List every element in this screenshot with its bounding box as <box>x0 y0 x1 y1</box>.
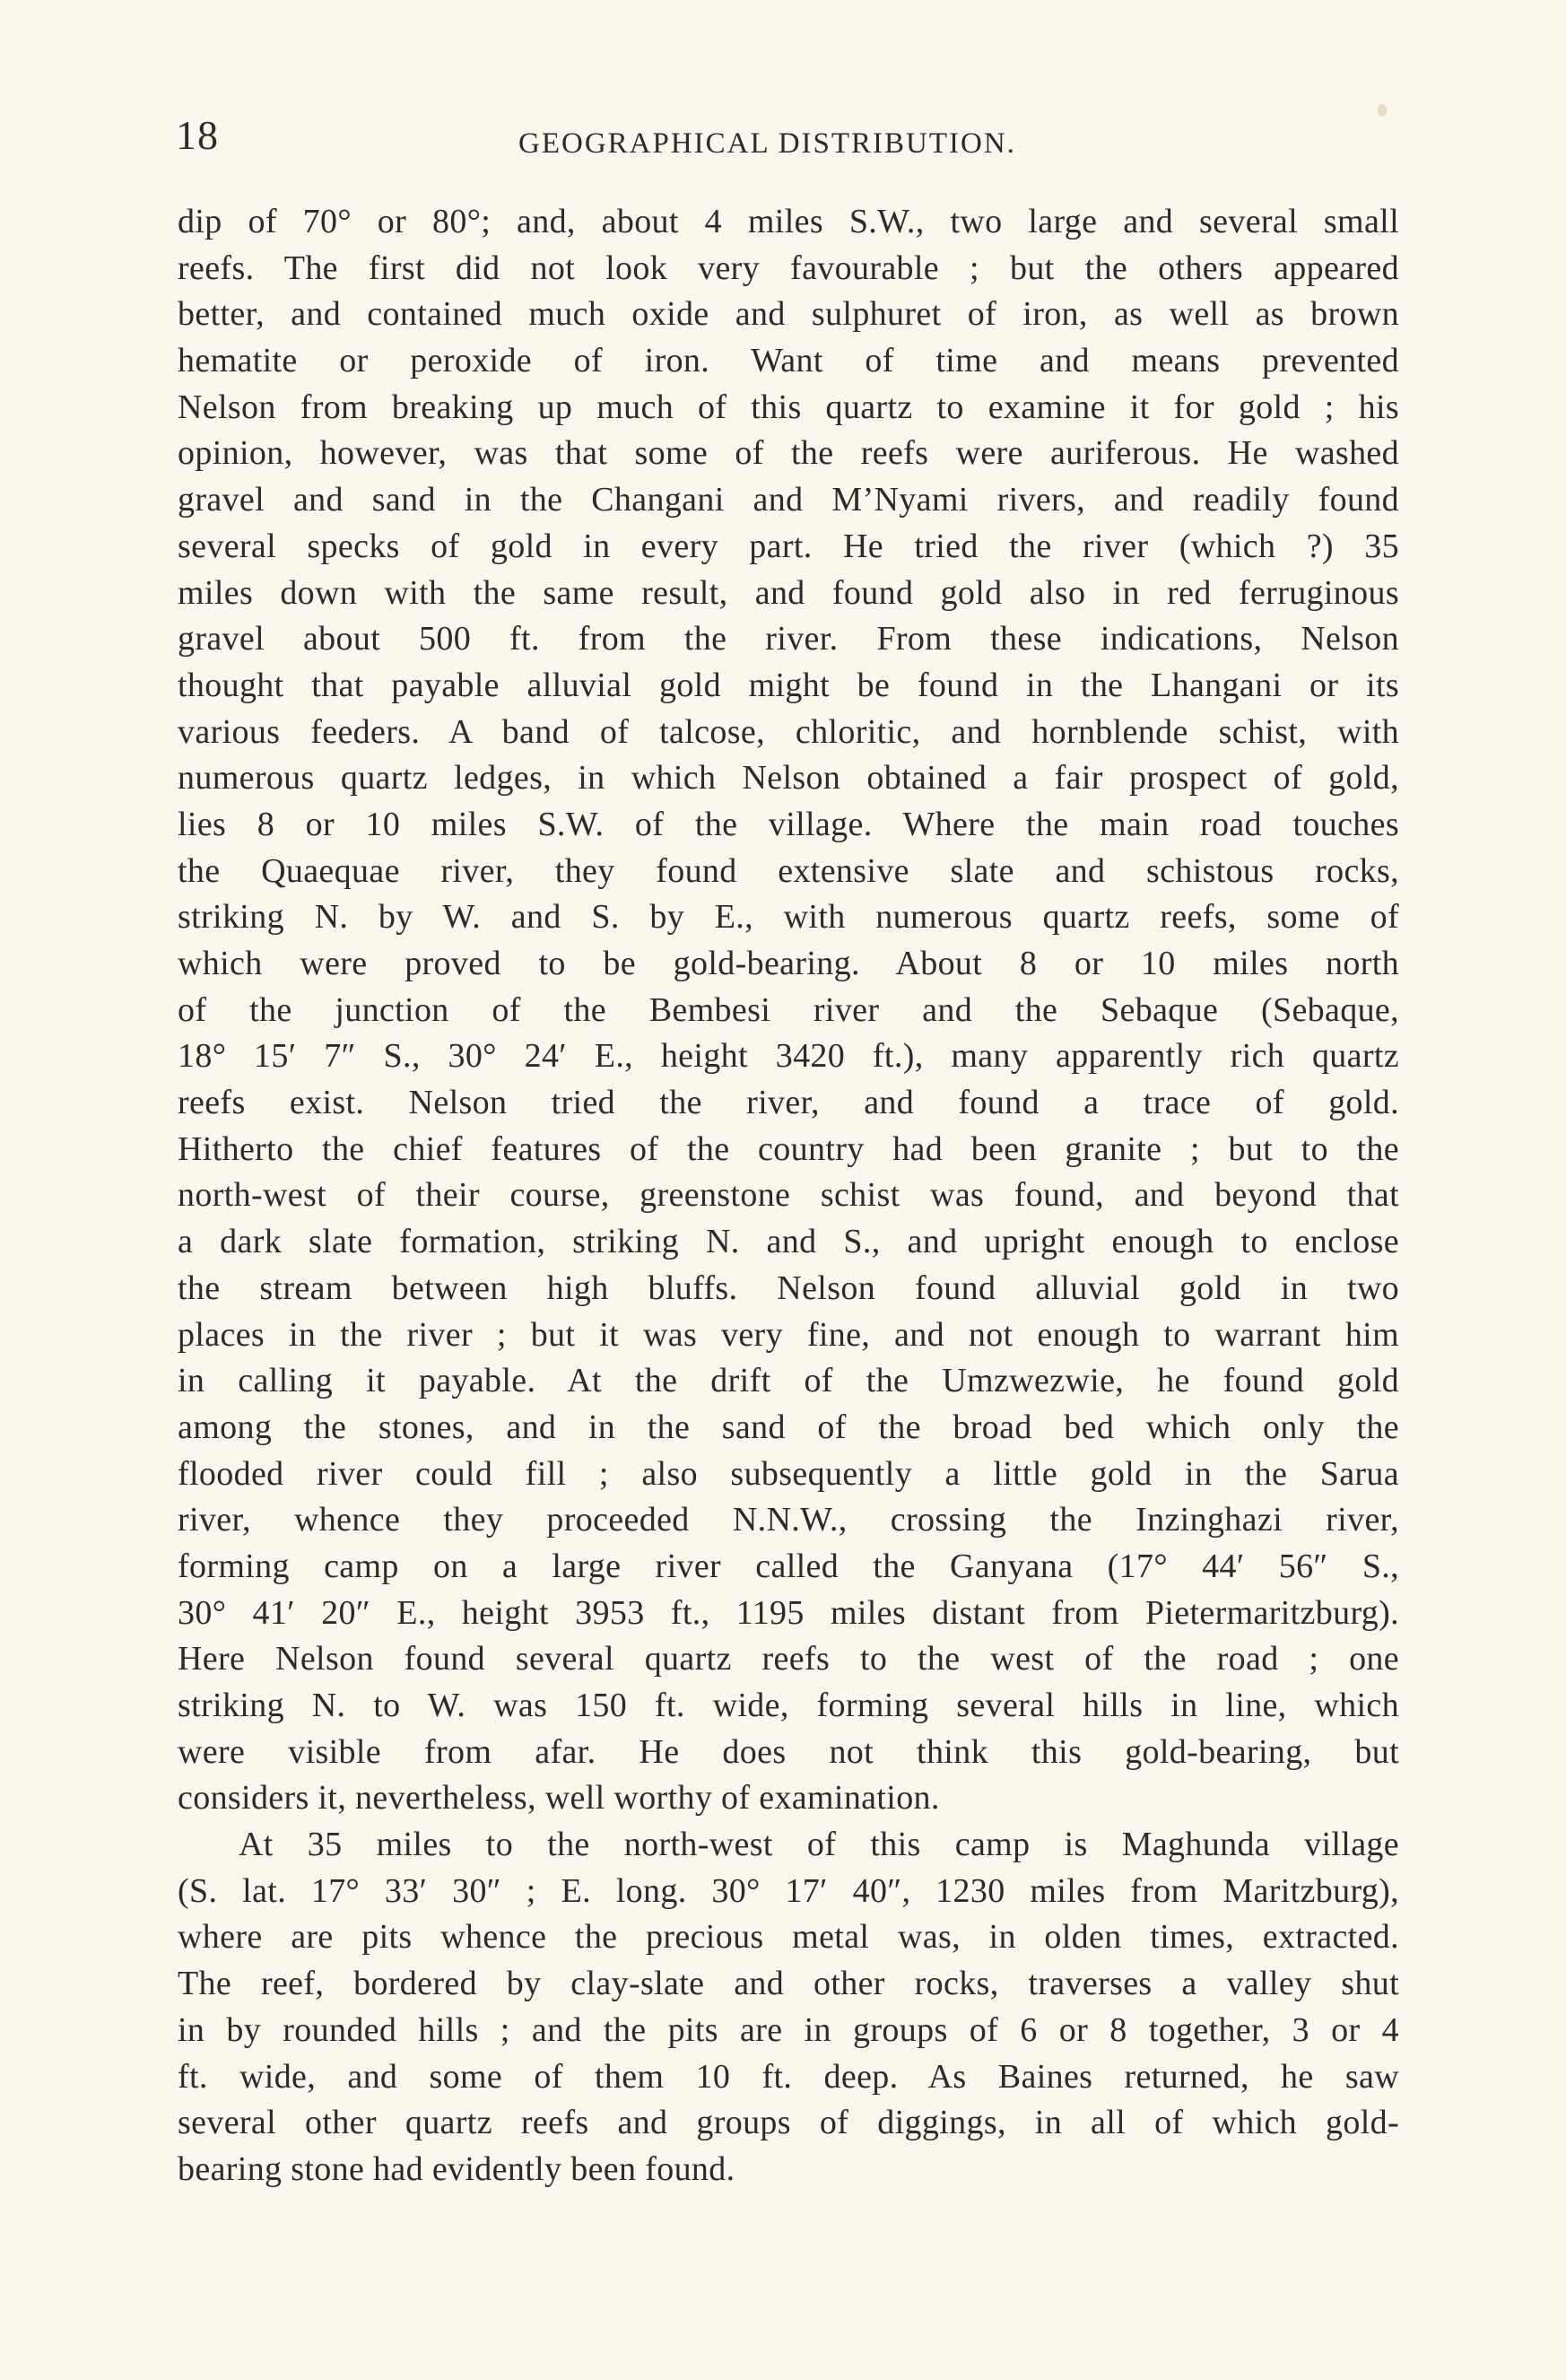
text-line: gravel about 500 ft. from the river. From these indications, Nelson <box>178 620 1399 658</box>
text-line: The reef, bordered by clay-slate and other rocks, traverses a valley shut <box>178 1965 1399 2003</box>
text-line: Hitherto the chief features of the country had been granite ; but to the <box>178 1129 1399 1168</box>
text-line: in by rounded hills ; and the pits are in groups of 6 or 8 together, 3 or 4 <box>178 2010 1399 2049</box>
text-line: were visible from afar. He does not think this gold-bearing, but <box>178 1732 1399 1771</box>
text-line: hematite or peroxide of iron. Want of time and means prevented <box>178 342 1399 380</box>
text-line: considers it, nevertheless, well worthy of examination. <box>178 1779 940 1818</box>
text-line: in calling it payable. At the drift of the Umzwezwie, he found gold <box>178 1362 1399 1400</box>
text-line: of the junction of the Bembesi river and the Sebaque (Sebaque, <box>178 990 1399 1029</box>
text-line: Here Nelson found several quartz reefs to the west of the road ; one <box>178 1640 1399 1678</box>
text-line: river, whence they proceeded N.N.W., crossing the Inzinghazi river, <box>178 1501 1399 1539</box>
text-line: 30° 41′ 20″ E., height 3953 ft., 1195 miles distant from Pietermaritzburg). <box>178 1593 1399 1632</box>
text-line: better, and contained much oxide and sulphuret of iron, as well as brown <box>178 295 1399 334</box>
text-line: various feeders. A band of talcose, chloritic, and hornblende schist, with <box>178 712 1399 751</box>
text-line: lies 8 or 10 miles S.W. of the village. Where the main road touches <box>178 805 1399 843</box>
paper-blemish <box>1378 104 1387 117</box>
text-line: numerous quartz ledges, in which Nelson obtained a fair prospect of gold, <box>178 759 1399 798</box>
text-line: striking N. by W. and S. by E., with numerous quartz reefs, some of <box>178 898 1399 937</box>
text-line: Nelson from breaking up much of this quartz to examine it for gold ; his <box>178 388 1399 426</box>
text-line: the Quaequae river, they found extensive slate and schistous rocks, <box>178 851 1399 890</box>
text-line: among the stones, and in the sand of the broad bed which only the <box>178 1408 1399 1446</box>
text-line: opinion, however, was that some of the reefs were auriferous. He washed <box>178 434 1399 473</box>
running-head: GEOGRAPHICAL DISTRIBUTION. <box>518 127 1016 160</box>
text-line: flooded river could fill ; also subsequently a little gold in the Sarua <box>178 1454 1399 1493</box>
text-line: thought that payable alluvial gold might be found in the Lhangani or its <box>178 666 1399 704</box>
text-line: several other quartz reefs and groups of diggings, in all of which gold- <box>178 2104 1399 2142</box>
text-line: miles down with the same result, and found gold also in red ferruginous <box>178 573 1399 612</box>
text-line: reefs exist. Nelson tried the river, and found a trace of gold. <box>178 1084 1399 1122</box>
text-line: gravel and sand in the Changani and M’Nyami rivers, and readily found <box>178 481 1399 519</box>
text-line: north-west of their course, greenstone schist was found, and beyond that <box>178 1176 1399 1215</box>
text-line: (S. lat. 17° 33′ 30″ ; E. long. 30° 17′ 40″, 1230 miles from Maritzburg), <box>178 1871 1399 1910</box>
text-line: 18° 15′ 7″ S., 30° 24′ E., height 3420 ft.), many apparently rich quartz <box>178 1037 1399 1076</box>
text-line: forming camp on a large river called the Ganyana (17° 44′ 56″ S., <box>178 1547 1399 1585</box>
text-line: where are pits whence the precious metal was, in olden times, extracted. <box>178 1918 1399 1957</box>
text-line: reefs. The first did not look very favourable ; but the others appeared <box>178 248 1399 287</box>
text-line: striking N. to W. was 150 ft. wide, forming several hills in line, which <box>178 1687 1399 1724</box>
text-line: the stream between high bluffs. Nelson found alluvial gold in two <box>178 1268 1399 1307</box>
text-line: ft. wide, and some of them 10 ft. deep. As Baines returned, he saw <box>178 2057 1399 2096</box>
text-line: bearing stone had evidently been found. <box>178 2149 735 2188</box>
text-line: which were proved to be gold-bearing. About 8 or 10 miles north <box>178 945 1399 982</box>
text-line: places in the river ; but it was very fine, and not enough to warrant him <box>178 1315 1399 1354</box>
body-text <box>178 199 1399 2193</box>
text-line: At 35 miles to the north-west of this camp is Maghunda village <box>239 1826 1399 1864</box>
text-line: a dark slate formation, striking N. and S., and upright enough to enclose <box>178 1223 1399 1261</box>
text-line: dip of 70° or 80°; and, about 4 miles S.W., two large and several small <box>178 203 1399 240</box>
text-line: several specks of gold in every part. He tried the river (which ?) 35 <box>178 527 1399 565</box>
page-number: 18 <box>176 112 219 158</box>
